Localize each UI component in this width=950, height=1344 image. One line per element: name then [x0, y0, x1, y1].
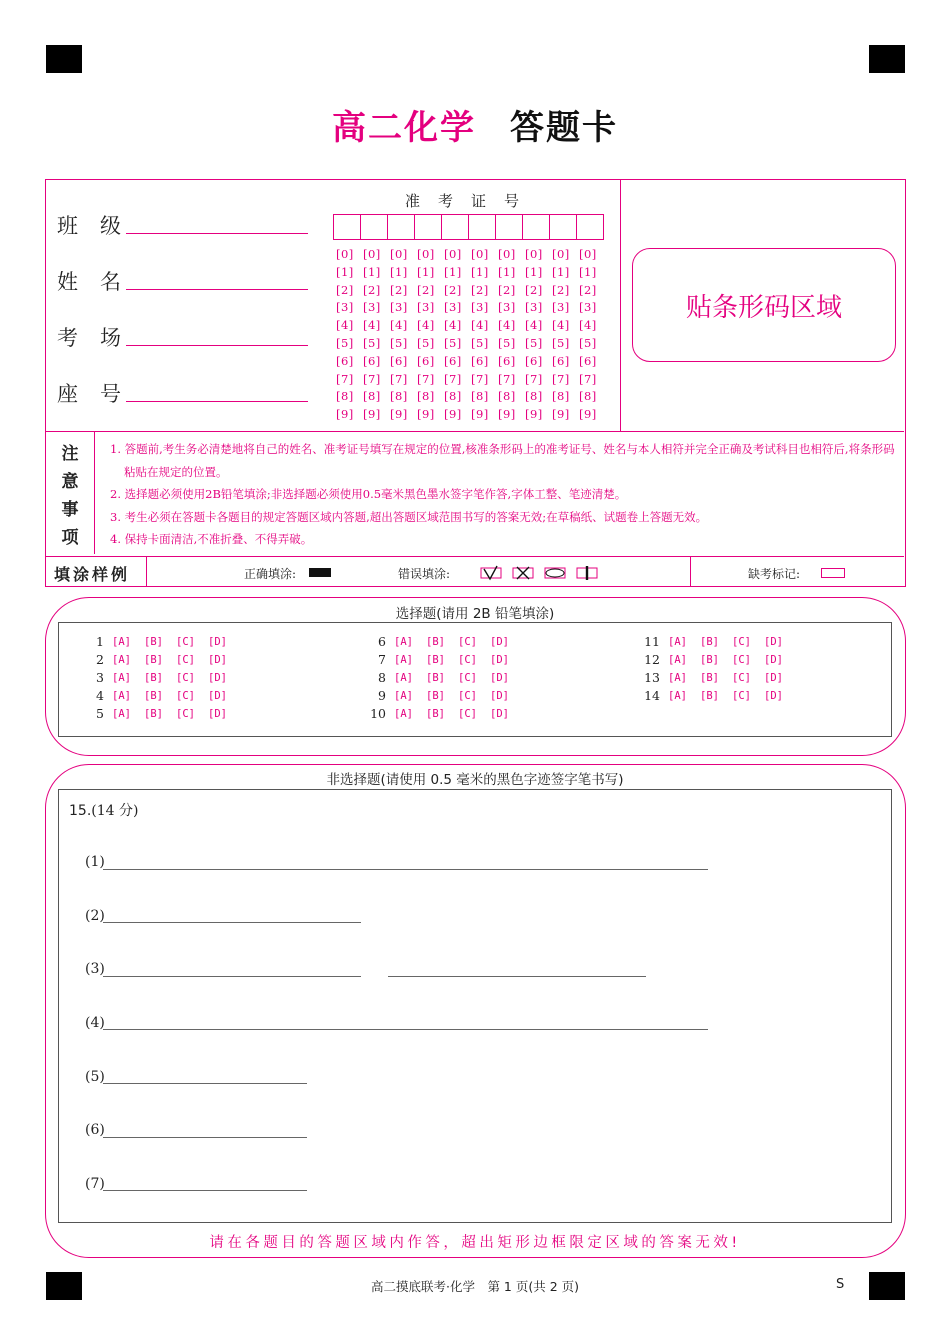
answer-bubble[interactable]: [C]: [176, 671, 195, 684]
digit-bubble[interactable]: [3]: [417, 300, 435, 315]
digit-bubble[interactable]: [0]: [363, 247, 381, 261]
notice-char: 意: [61, 472, 79, 492]
choice-question: [86, 670, 240, 685]
digit-bubble[interactable]: [4]: [498, 318, 516, 333]
part-label: (4): [85, 1015, 105, 1031]
choice-question: [368, 706, 522, 721]
answer-bubble[interactable]: [D]: [208, 653, 227, 666]
seat-number-field[interactable]: [126, 401, 308, 402]
answer-bubble[interactable]: [A]: [394, 653, 413, 666]
digit-bubble[interactable]: [2]: [417, 282, 435, 297]
choice-question: [86, 688, 240, 703]
fill-example-label: 填涂样例: [54, 565, 131, 584]
choice-question: [368, 688, 522, 703]
notice-item: 3. 考生必须在答题卡各题目的规定答题区域内答题,超出答题区域范围书写的答案无效;在草稿纸、试题卷上答题无效。: [110, 509, 708, 524]
digit-bubble[interactable]: [8]: [525, 389, 543, 404]
exam-room-field[interactable]: [126, 345, 308, 346]
correct-fill-label: 正确填涂:: [244, 567, 297, 581]
digit-bubble[interactable]: [6]: [525, 353, 543, 368]
name-label: 姓名: [57, 270, 143, 294]
answer-bubble[interactable]: [B]: [426, 671, 445, 684]
wrong-fill-circle-icon: [545, 568, 565, 578]
digit-bubble[interactable]: [4]: [579, 318, 597, 333]
absent-mark-box[interactable]: [821, 568, 845, 578]
digit-row: [336, 300, 606, 318]
answer-bubble[interactable]: [B]: [144, 689, 163, 702]
question-number: 14: [644, 688, 660, 703]
answer-bubble[interactable]: [A]: [394, 635, 413, 648]
digit-row: [336, 372, 606, 390]
digit-bubble[interactable]: [3]: [336, 300, 354, 315]
exam-number-box[interactable]: [468, 214, 496, 240]
answer-bubble[interactable]: [A]: [112, 671, 131, 684]
answer-bubble[interactable]: [B]: [144, 671, 163, 684]
wrong-fill-samples: [479, 565, 609, 581]
digit-bubble[interactable]: [9]: [390, 407, 408, 422]
notice-char: 注: [61, 444, 79, 464]
question-number: 13: [644, 670, 660, 685]
digit-bubble[interactable]: [0]: [552, 247, 570, 261]
answer-bubble[interactable]: [B]: [426, 707, 445, 720]
exam-number-label: 准考证号: [405, 192, 538, 210]
choice-question: [368, 652, 522, 667]
digit-bubble[interactable]: [1]: [417, 264, 435, 279]
digit-bubble[interactable]: [9]: [336, 407, 354, 422]
digit-bubble[interactable]: [8]: [336, 389, 354, 404]
digit-bubble[interactable]: [6]: [444, 353, 462, 368]
digit-bubble[interactable]: [7]: [579, 371, 597, 386]
digit-bubble[interactable]: [0]: [444, 247, 462, 261]
wrong-fill-line-icon: [577, 566, 597, 580]
answer-line-3a[interactable]: [103, 976, 361, 977]
choice-question: [642, 670, 796, 685]
digit-row: [336, 407, 606, 425]
answer-bubble[interactable]: [D]: [208, 707, 227, 720]
page-title: [0, 100, 950, 149]
non-choice-title: 非选择题(请使用 0.5 毫米的黑色字迹签字笔书写): [326, 772, 624, 788]
answer-bubble[interactable]: [B]: [144, 635, 163, 648]
correct-fill-sample: [309, 568, 331, 577]
digit-bubble[interactable]: [6]: [552, 353, 570, 368]
choice-question: [86, 634, 240, 649]
card-title: 答题卡: [510, 108, 618, 148]
digit-bubble[interactable]: [9]: [498, 407, 516, 422]
exam-number-boxes[interactable]: [333, 214, 603, 240]
digit-bubble[interactable]: [2]: [390, 282, 408, 297]
digit-bubble[interactable]: [7]: [471, 371, 489, 386]
digit-bubble[interactable]: [2]: [525, 282, 543, 297]
answer-bubble[interactable]: [A]: [394, 689, 413, 702]
answer-bubble[interactable]: [B]: [700, 653, 719, 666]
digit-bubble[interactable]: [0]: [579, 247, 597, 261]
choice-question: [86, 652, 240, 667]
digit-bubble[interactable]: [3]: [498, 300, 516, 315]
notice-char: 项: [61, 528, 79, 548]
digit-bubble[interactable]: [9]: [579, 407, 597, 422]
digit-row: [336, 354, 606, 372]
answer-bubble[interactable]: [D]: [764, 635, 783, 648]
digit-bubble[interactable]: [3]: [579, 300, 597, 315]
digit-bubble[interactable]: [9]: [444, 407, 462, 422]
answer-bubble[interactable]: [A]: [394, 671, 413, 684]
notice-heading: [46, 432, 95, 554]
digit-bubble[interactable]: [2]: [444, 282, 462, 297]
digit-bubble[interactable]: [8]: [417, 389, 435, 404]
divider: [690, 557, 691, 586]
exam-number-box[interactable]: [441, 214, 469, 240]
digit-bubble[interactable]: [6]: [471, 353, 489, 368]
part-label: (2): [85, 908, 105, 924]
digit-bubble[interactable]: [4]: [363, 318, 381, 333]
digit-bubble[interactable]: [3]: [471, 300, 489, 315]
question-number: 9: [378, 688, 386, 703]
choice-question: [642, 652, 796, 667]
question-number: 3: [96, 670, 104, 685]
exam-number-box[interactable]: [387, 214, 415, 240]
digit-bubble[interactable]: [5]: [417, 335, 435, 350]
digit-bubble[interactable]: [7]: [525, 371, 543, 386]
choice-question: [86, 706, 240, 721]
answer-line-5[interactable]: [103, 1083, 307, 1084]
answer-bubble[interactable]: [A]: [668, 635, 687, 648]
digit-bubble[interactable]: [6]: [417, 353, 435, 368]
answer-bubble[interactable]: [A]: [668, 653, 687, 666]
part-label: (6): [85, 1122, 105, 1138]
digit-bubble[interactable]: [2]: [336, 282, 354, 297]
digit-bubble[interactable]: [7]: [444, 371, 462, 386]
answer-bubble[interactable]: [A]: [112, 689, 131, 702]
part-label: (5): [85, 1069, 105, 1085]
digit-bubble[interactable]: [3]: [525, 300, 543, 315]
divider: [146, 557, 147, 586]
digit-bubble[interactable]: [4]: [444, 318, 462, 333]
answer-bubble[interactable]: [C]: [458, 707, 477, 720]
digit-bubble[interactable]: [9]: [471, 407, 489, 422]
barcode-area: 贴条形码区域: [632, 248, 896, 362]
digit-bubble[interactable]: [8]: [471, 389, 489, 404]
digit-bubble[interactable]: [4]: [336, 318, 354, 333]
choice-title: 选择题(请用 2B 铅笔填涂): [395, 606, 555, 622]
digit-bubble[interactable]: [1]: [498, 264, 516, 279]
exam-number-box[interactable]: [495, 214, 523, 240]
registration-mark-top-right: [869, 45, 905, 73]
answer-line-3b[interactable]: [388, 976, 646, 977]
answer-bubble[interactable]: [C]: [732, 689, 751, 702]
answer-line-1[interactable]: [103, 869, 708, 870]
digit-bubble[interactable]: [5]: [579, 335, 597, 350]
digit-bubble[interactable]: [8]: [498, 389, 516, 404]
answer-bubble[interactable]: [D]: [208, 671, 227, 684]
question-number: 1: [96, 634, 104, 649]
digit-bubble[interactable]: [7]: [552, 371, 570, 386]
question-number: 15.: [69, 803, 92, 819]
digit-bubble[interactable]: [0]: [417, 247, 435, 261]
notice-item: 4. 保持卡面清洁,不准折叠、不得弄破。: [110, 532, 313, 546]
answer-bubble[interactable]: [B]: [700, 671, 719, 684]
question-number: 2: [96, 652, 104, 667]
part-label: (1): [85, 854, 105, 870]
digit-bubble[interactable]: [7]: [417, 371, 435, 386]
digit-bubble[interactable]: [0]: [498, 247, 516, 261]
digit-bubble[interactable]: [3]: [444, 300, 462, 315]
seat-number-label: 座号: [57, 382, 143, 406]
answer-bubble[interactable]: [D]: [490, 635, 509, 648]
answer-bubble[interactable]: [C]: [458, 671, 477, 684]
answer-bubble[interactable]: [D]: [490, 671, 509, 684]
exam-number-box[interactable]: [360, 214, 388, 240]
exam-number-box[interactable]: [549, 214, 577, 240]
digit-bubble[interactable]: [7]: [336, 371, 354, 386]
digit-bubble[interactable]: [8]: [552, 389, 570, 404]
digit-bubble[interactable]: [4]: [552, 318, 570, 333]
question-number: 5: [96, 706, 104, 721]
question-15-header: [69, 800, 138, 820]
answer-line-7[interactable]: [103, 1190, 307, 1191]
digit-bubble[interactable]: [0]: [336, 247, 354, 261]
answer-bubble[interactable]: [A]: [668, 671, 687, 684]
digit-row: [336, 318, 606, 336]
answer-bubble[interactable]: [D]: [764, 653, 783, 666]
answer-bubble[interactable]: [C]: [176, 689, 195, 702]
exam-number-box[interactable]: [522, 214, 550, 240]
answer-bubble[interactable]: [C]: [176, 707, 195, 720]
answer-bubble[interactable]: [D]: [490, 707, 509, 720]
question-number: 10: [370, 706, 386, 721]
digit-bubble[interactable]: [4]: [390, 318, 408, 333]
fill-example-row: [46, 556, 904, 586]
part-label: (3): [85, 961, 105, 977]
notice-char: 事: [61, 500, 79, 520]
digit-bubble[interactable]: [0]: [471, 247, 489, 261]
digit-bubble[interactable]: [2]: [552, 282, 570, 297]
answer-line-6[interactable]: [103, 1137, 307, 1138]
digit-bubble[interactable]: [8]: [390, 389, 408, 404]
answer-bubble[interactable]: [D]: [490, 689, 509, 702]
notice-item: 1. 答题前,考生务必清楚地将自己的姓名、准考证号填写在规定的位置,核准条形码上的准考证号、姓名与本人相符并完全正确及考试科目也相符后,将条形码粘贴在规定的位置。: [110, 442, 895, 479]
digit-bubble[interactable]: [5]: [525, 335, 543, 350]
page-footer: 高二摸底联考·化学 第 1 页(共 2 页): [370, 1279, 580, 1294]
answer-line-4[interactable]: [103, 1029, 708, 1030]
answer-bubble[interactable]: [C]: [732, 653, 751, 666]
digit-bubble[interactable]: [5]: [471, 335, 489, 350]
digit-bubble[interactable]: [8]: [363, 389, 381, 404]
digit-bubble[interactable]: [2]: [471, 282, 489, 297]
part-label: (7): [85, 1176, 105, 1192]
digit-bubble[interactable]: [4]: [471, 318, 489, 333]
question-number: 11: [644, 634, 660, 649]
answer-bubble[interactable]: [A]: [112, 707, 131, 720]
boundary-warning: 请在各题目的答题区域内作答，超出矩形边框限定区域的答案无效!: [209, 1235, 741, 1251]
digit-bubble[interactable]: [8]: [444, 389, 462, 404]
exam-number-bubble-grid[interactable]: [336, 247, 606, 425]
class-label: 班级: [57, 214, 143, 238]
digit-bubble[interactable]: [7]: [363, 371, 381, 386]
answer-bubble[interactable]: [B]: [700, 689, 719, 702]
exam-number-box[interactable]: [414, 214, 442, 240]
class-field[interactable]: [126, 233, 308, 234]
answer-line-2[interactable]: [103, 922, 361, 923]
digit-bubble[interactable]: [5]: [552, 335, 570, 350]
digit-bubble[interactable]: [9]: [417, 407, 435, 422]
digit-bubble[interactable]: [0]: [525, 247, 543, 261]
digit-bubble[interactable]: [5]: [390, 335, 408, 350]
answer-bubble[interactable]: [D]: [208, 635, 227, 648]
answer-bubble[interactable]: [C]: [732, 635, 751, 648]
digit-bubble[interactable]: [6]: [579, 353, 597, 368]
answer-bubble[interactable]: [D]: [764, 689, 783, 702]
digit-bubble[interactable]: [6]: [498, 353, 516, 368]
answer-bubble[interactable]: [B]: [426, 635, 445, 648]
notice-item: 2. 选择题必须使用2B铅笔填涂;非选择题必须使用0.5毫米黑色墨水签字笔作答,字体工整、笔迹清楚。: [110, 487, 627, 501]
exam-number-box[interactable]: [333, 214, 361, 240]
question-number: 12: [644, 652, 660, 667]
notice-list: [110, 438, 900, 551]
answer-bubble[interactable]: [C]: [176, 653, 195, 666]
answer-bubble[interactable]: [C]: [458, 689, 477, 702]
wrong-fill-cross-icon: [513, 567, 533, 579]
subject-title: 高二化学: [332, 108, 476, 148]
exam-number-box[interactable]: [576, 214, 604, 240]
digit-bubble[interactable]: [7]: [390, 371, 408, 386]
digit-bubble[interactable]: [4]: [525, 318, 543, 333]
choice-question: [642, 634, 796, 649]
question-number: 8: [378, 670, 386, 685]
digit-bubble[interactable]: [1]: [471, 264, 489, 279]
digit-bubble[interactable]: [6]: [363, 353, 381, 368]
divider: [620, 180, 621, 431]
answer-bubble[interactable]: [D]: [490, 653, 509, 666]
digit-bubble[interactable]: [7]: [498, 371, 516, 386]
digit-bubble[interactable]: [1]: [525, 264, 543, 279]
digit-row: [336, 265, 606, 283]
question-number: 7: [378, 652, 386, 667]
question-number: 4: [96, 688, 104, 703]
choice-question: [642, 688, 796, 703]
digit-row: [336, 389, 606, 407]
digit-bubble[interactable]: [1]: [579, 264, 597, 279]
digit-bubble[interactable]: [9]: [525, 407, 543, 422]
digit-bubble[interactable]: [9]: [363, 407, 381, 422]
non-choice-answer-box: [58, 789, 892, 1223]
wrong-fill-check-icon: [481, 566, 501, 579]
answer-bubble[interactable]: [B]: [144, 707, 163, 720]
digit-bubble[interactable]: [4]: [417, 318, 435, 333]
choice-question: [368, 670, 522, 685]
answer-bubble[interactable]: [C]: [458, 653, 477, 666]
digit-bubble[interactable]: [1]: [363, 264, 381, 279]
question-number: 6: [378, 634, 386, 649]
digit-bubble[interactable]: [2]: [363, 282, 381, 297]
name-field[interactable]: [126, 289, 308, 290]
answer-bubble[interactable]: [D]: [208, 689, 227, 702]
answer-bubble[interactable]: [B]: [426, 653, 445, 666]
digit-bubble[interactable]: [3]: [363, 300, 381, 315]
digit-row: [336, 336, 606, 354]
digit-bubble[interactable]: [1]: [552, 264, 570, 279]
answer-bubble[interactable]: [B]: [144, 653, 163, 666]
digit-row: [336, 247, 606, 265]
digit-bubble[interactable]: [6]: [336, 353, 354, 368]
divider: [46, 431, 904, 432]
wrong-fill-label: 错误填涂:: [398, 567, 451, 581]
choice-question: [368, 634, 522, 649]
answer-bubble[interactable]: [C]: [732, 671, 751, 684]
digit-bubble[interactable]: [1]: [390, 264, 408, 279]
answer-bubble[interactable]: [A]: [668, 689, 687, 702]
digit-bubble[interactable]: [3]: [552, 300, 570, 315]
absent-mark-label: 缺考标记:: [748, 567, 801, 581]
digit-bubble[interactable]: [1]: [444, 264, 462, 279]
digit-bubble[interactable]: [9]: [552, 407, 570, 422]
answer-bubble[interactable]: [B]: [426, 689, 445, 702]
digit-bubble[interactable]: [5]: [363, 335, 381, 350]
digit-bubble[interactable]: [8]: [579, 389, 597, 404]
digit-bubble[interactable]: [5]: [498, 335, 516, 350]
digit-bubble[interactable]: [2]: [498, 282, 516, 297]
digit-bubble[interactable]: [3]: [390, 300, 408, 315]
digit-bubble[interactable]: [5]: [336, 335, 354, 350]
answer-bubble[interactable]: [A]: [394, 707, 413, 720]
answer-bubble[interactable]: [D]: [764, 671, 783, 684]
answer-bubble[interactable]: [C]: [458, 635, 477, 648]
question-score: (14 分): [91, 803, 139, 819]
digit-bubble[interactable]: [6]: [390, 353, 408, 368]
registration-mark-top-left: [46, 45, 82, 73]
digit-bubble[interactable]: [5]: [444, 335, 462, 350]
answer-bubble[interactable]: [A]: [112, 653, 131, 666]
digit-bubble[interactable]: [0]: [390, 247, 408, 261]
answer-bubble[interactable]: [C]: [176, 635, 195, 648]
answer-bubble[interactable]: [A]: [112, 635, 131, 648]
answer-bubble[interactable]: [B]: [700, 635, 719, 648]
digit-row: [336, 283, 606, 301]
digit-bubble[interactable]: [1]: [336, 264, 354, 279]
exam-room-label: 考场: [57, 326, 143, 350]
footer-side-mark: S: [836, 1277, 845, 1292]
digit-bubble[interactable]: [2]: [579, 282, 597, 297]
